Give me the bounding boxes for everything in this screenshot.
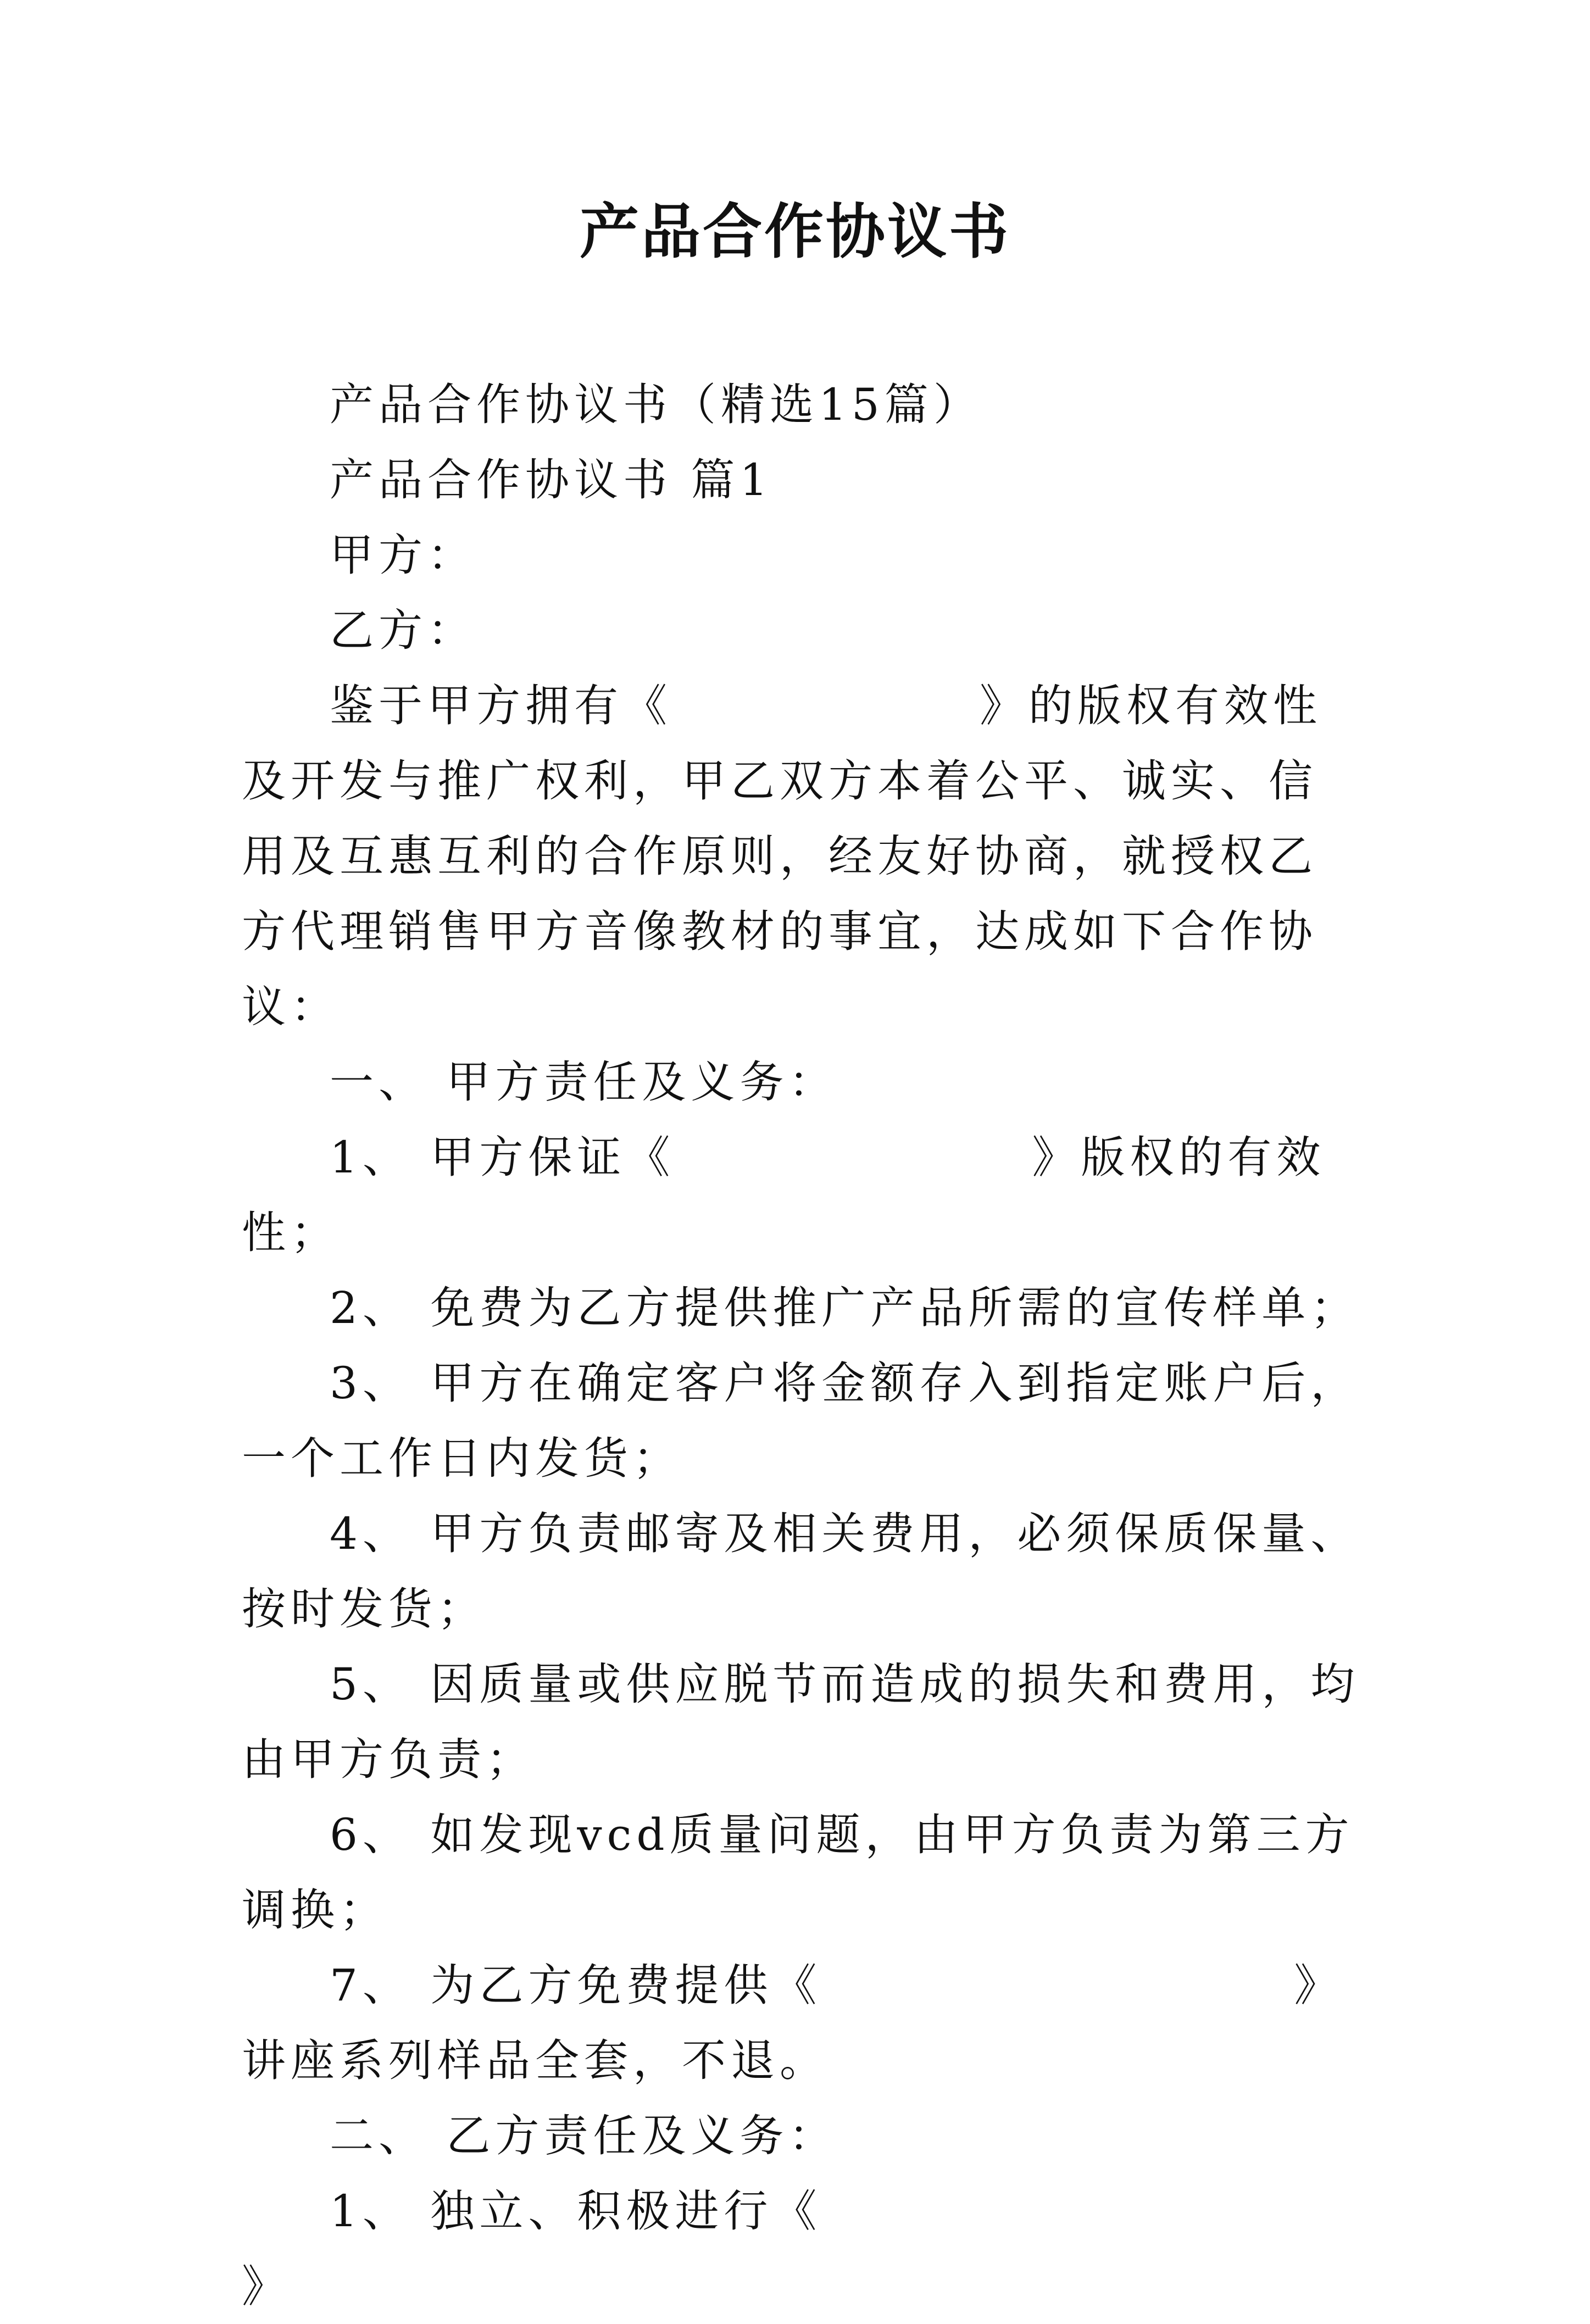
intro-text-start: 鉴于甲方拥有《 — [330, 680, 672, 731]
clause-a4: 4、 甲方负责邮寄及相关费用，必须保质保量、按时发货； — [242, 1508, 1360, 1634]
clause-b1-end: 》 — [242, 2261, 291, 2312]
clause-a7 — [242, 1948, 1363, 2098]
intro-text-end: 》的版权有效性及开发与推广权利，甲乙双方本着公平、诚实、信用及互惠互利的合作原则，经友好协商，就授权乙方代理销售甲方音像教材的事宜，达成如下合作协议： — [242, 680, 1322, 1032]
clause-a1-start: 1、 甲方保证《 — [330, 1132, 675, 1183]
section-two-heading: 二、 乙方责任及义务： — [330, 2110, 838, 2161]
document-body — [242, 367, 1363, 2324]
clause-a3: 3、 甲方在确定客户将金额存入到指定账户后，一个工作日内发货； — [242, 1358, 1360, 1484]
clause-a1-end: 》版权的有效性； — [242, 1132, 1326, 1258]
party-b-line: 乙方： — [330, 605, 476, 656]
clause-a2: 2、 免费为乙方提供推广产品所需的宣传样单； — [330, 1282, 1360, 1333]
document-title: 产品合作协议书 — [579, 198, 1010, 266]
clause-a6: 6、 如发现vcd质量问题，由甲方负责为第三方调换； — [242, 1809, 1354, 1936]
intro-paragraph — [242, 668, 1363, 1044]
party-a-line: 甲方： — [330, 530, 476, 581]
section-one-heading: 一、 甲方责任及义务： — [330, 1057, 838, 1108]
clause-a5: 5、 因质量或供应脱节而造成的损失和费用，均由甲方负责； — [242, 1659, 1360, 1785]
subtitle-paragraph: 产品合作协议书（精选15篇） — [330, 379, 982, 430]
chapter-heading: 产品合作协议书 篇1 — [330, 454, 773, 505]
clause-b1-start: 1、 独立、积极进行《 — [330, 2186, 822, 2237]
clause-a1 — [242, 1120, 1363, 1270]
clause-a7-end: 》讲座系列样品全套，不退。 — [242, 1960, 1343, 2086]
clause-a7-start: 7、 为乙方免费提供《 — [330, 1960, 822, 2011]
clause-b1 — [242, 2173, 1363, 2324]
